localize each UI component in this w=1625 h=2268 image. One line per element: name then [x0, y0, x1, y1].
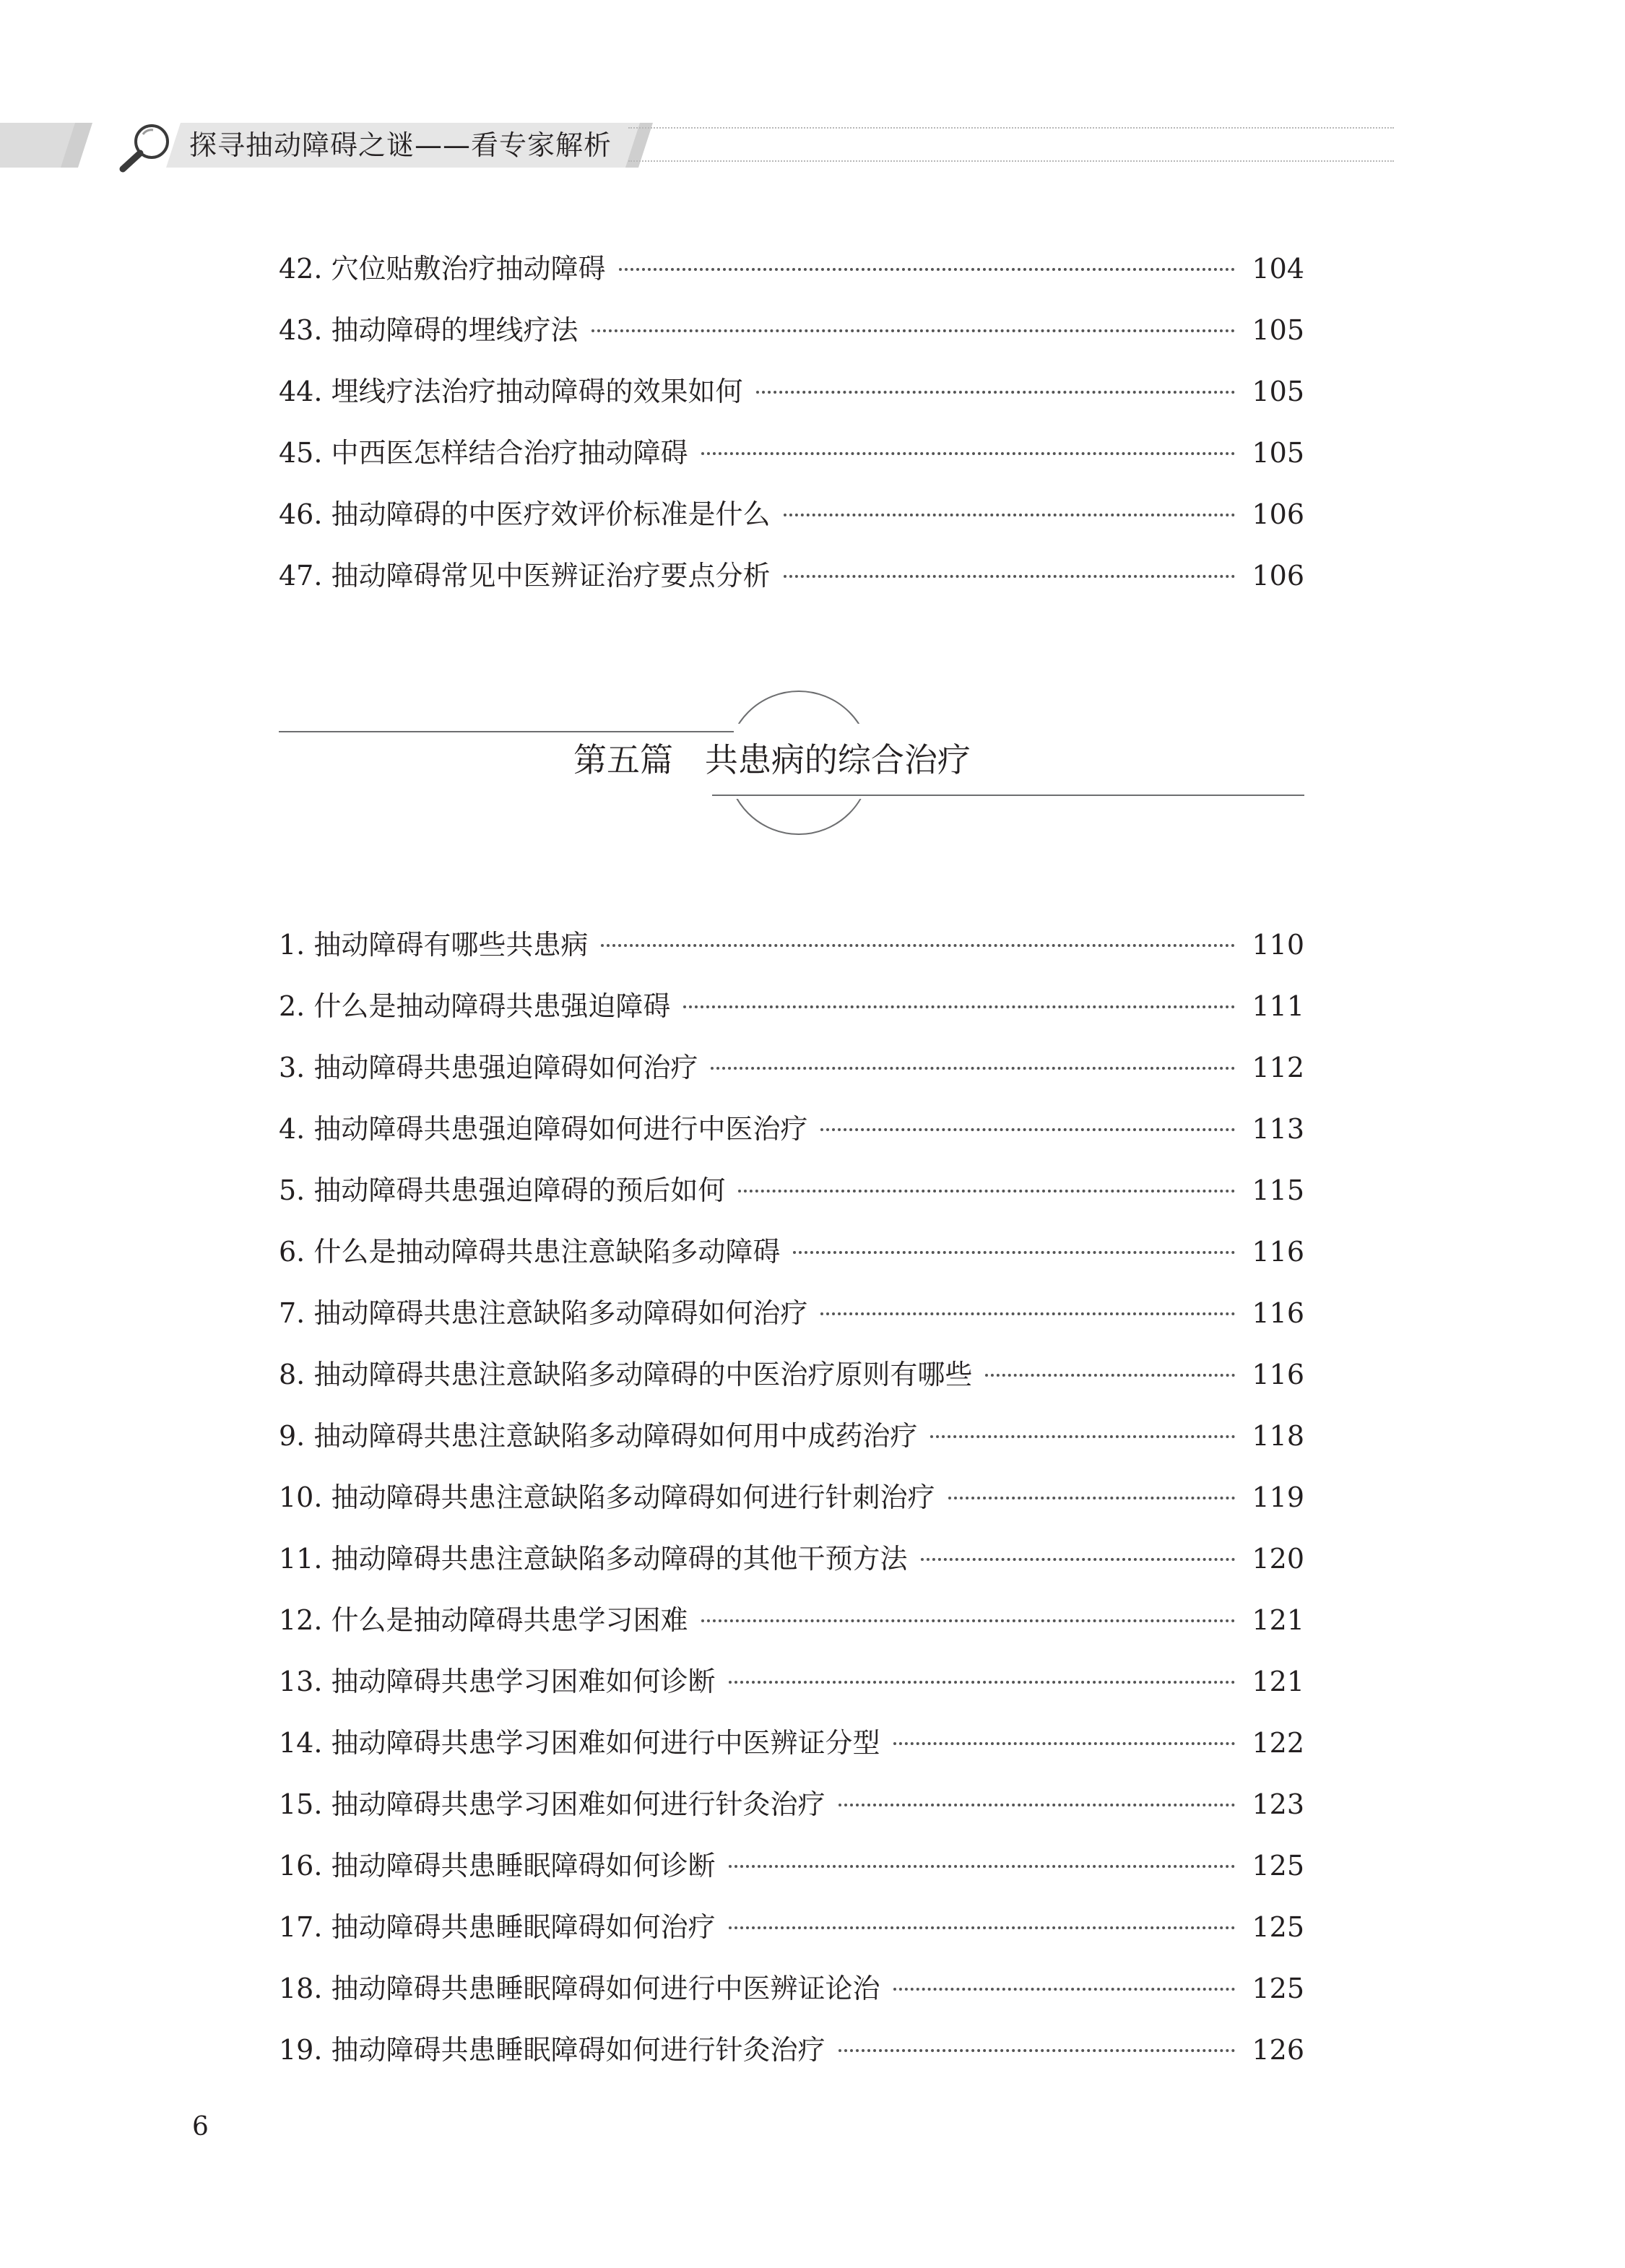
toc-entry-number: 9. [279, 1420, 306, 1452]
toc-dot-leader [921, 1558, 1235, 1561]
toc-entry-page: 115 [1252, 1174, 1304, 1206]
toc-entry[interactable] [279, 1723, 1304, 1784]
toc-entry-text [279, 1416, 917, 1456]
toc-dot-leader [893, 1988, 1235, 1991]
running-header [0, 123, 1394, 168]
toc-entry-title: 抽动障碍共患强迫障碍的预后如何 [313, 1174, 726, 1206]
toc-entry-page: 106 [1252, 560, 1304, 592]
toc-entry-page: 122 [1252, 1727, 1304, 1759]
toc-entry-text [279, 1661, 716, 1702]
toc-entry-number: 13. [279, 1666, 323, 1697]
section-rule-top [279, 731, 734, 732]
toc-entry[interactable] [279, 1661, 1304, 1723]
toc-entry-number: 42. [279, 253, 323, 285]
toc-entry[interactable] [279, 1354, 1304, 1416]
toc-dot-leader [729, 1926, 1235, 1929]
toc-entry-page: 116 [1252, 1236, 1304, 1268]
toc-entry-number: 15. [279, 1788, 323, 1820]
toc-entry-text [279, 1538, 908, 1579]
toc-entry[interactable] [279, 1784, 1304, 1845]
toc-entry-page: 111 [1252, 990, 1304, 1022]
toc-dot-leader [619, 268, 1235, 271]
toc-entry-text [279, 1600, 688, 1640]
toc-entry-text [279, 1784, 826, 1825]
toc-dot-leader [756, 391, 1235, 394]
toc-entry-text [279, 925, 588, 965]
toc-entry-title: 什么是抽动障碍共患注意缺陷多动障碍 [313, 1236, 781, 1268]
toc-entry[interactable] [279, 1232, 1304, 1293]
toc-entry-title: 抽动障碍共患睡眠障碍如何进行针灸治疗 [331, 2034, 826, 2066]
toc-entry-text [279, 1232, 780, 1272]
toc-entry-number: 1. [279, 929, 306, 961]
toc-entry-number: 5. [279, 1174, 306, 1206]
toc-entry-text [279, 248, 606, 289]
toc-entry-page: 121 [1252, 1604, 1304, 1636]
toc-entry[interactable] [279, 1170, 1304, 1232]
toc-entry[interactable] [279, 1047, 1304, 1109]
toc-entry-title: 抽动障碍共患强迫障碍如何进行中医治疗 [313, 1113, 808, 1145]
toc-entry-number: 10. [279, 1481, 323, 1513]
toc-entry[interactable] [279, 986, 1304, 1047]
toc-entry-page: 106 [1252, 498, 1304, 530]
toc-entry-page: 112 [1252, 1052, 1304, 1083]
toc-entry-text [279, 2030, 826, 2070]
toc-entry[interactable] [279, 1907, 1304, 1968]
toc-entry-page: 116 [1252, 1297, 1304, 1329]
toc-entry[interactable] [279, 371, 1304, 433]
toc-dot-leader [701, 1619, 1235, 1622]
toc-entry-title: 抽动障碍共患注意缺陷多动障碍如何进行针刺治疗 [331, 1481, 935, 1513]
toc-entry-number: 4. [279, 1113, 306, 1145]
toc-list-continued [279, 248, 1304, 617]
toc-entry-number: 8. [279, 1359, 306, 1390]
toc-entry-title: 抽动障碍共患学习困难如何进行中医辨证分型 [331, 1727, 880, 1759]
toc-dot-leader [948, 1497, 1235, 1499]
toc-entry-title: 抽动障碍共患注意缺陷多动障碍的其他干预方法 [331, 1543, 908, 1575]
toc-entry-page: 118 [1252, 1420, 1304, 1452]
toc-entry-number: 7. [279, 1297, 306, 1329]
toc-entry-number: 47. [279, 560, 323, 592]
toc-entry-page: 105 [1252, 376, 1304, 407]
toc-entry-title: 抽动障碍常见中医辨证治疗要点分析 [331, 560, 771, 592]
toc-entry-title: 抽动障碍共患注意缺陷多动障碍如何治疗 [313, 1297, 808, 1329]
toc-entry-number: 11. [279, 1543, 323, 1575]
toc-entry[interactable] [279, 1109, 1304, 1170]
toc-dot-leader [784, 514, 1235, 516]
toc-dot-leader [930, 1435, 1235, 1438]
toc-entry-text [279, 1723, 880, 1763]
header-rule-top [628, 127, 1394, 129]
toc-entry-number: 17. [279, 1911, 323, 1943]
toc-entry-number: 19. [279, 2034, 323, 2066]
toc-entry[interactable] [279, 248, 1304, 310]
toc-entry-title: 抽动障碍共患注意缺陷多动障碍的中医治疗原则有哪些 [313, 1359, 973, 1390]
toc-entry-title: 埋线疗法治疗抽动障碍的效果如何 [331, 376, 743, 407]
toc-dot-leader [683, 1005, 1235, 1008]
toc-entry-text [279, 1170, 725, 1211]
toc-dot-leader [701, 452, 1235, 455]
toc-entry[interactable] [279, 1416, 1304, 1477]
toc-dot-leader [601, 944, 1235, 947]
toc-entry-page: 120 [1252, 1543, 1304, 1575]
toc-dot-leader [592, 329, 1235, 332]
toc-entry-number: 45. [279, 437, 323, 469]
toc-entry-text [279, 433, 688, 473]
toc-entry-text [279, 371, 743, 412]
toc-entry-page: 116 [1252, 1359, 1304, 1390]
toc-entry-page: 125 [1252, 1911, 1304, 1943]
toc-entry-title: 抽动障碍共患睡眠障碍如何治疗 [331, 1911, 716, 1943]
section-name: 共患病的综合治疗 [704, 740, 971, 779]
toc-entry-text [279, 1047, 698, 1088]
toc-entry-title: 抽动障碍共患睡眠障碍如何诊断 [331, 1850, 716, 1882]
section-rule-bottom [712, 795, 1304, 796]
toc-entry[interactable] [279, 925, 1304, 986]
toc-entry-title: 抽动障碍共患强迫障碍如何治疗 [313, 1052, 698, 1083]
toc-dot-leader [838, 2049, 1235, 2052]
toc-entry[interactable] [279, 1293, 1304, 1354]
toc-entry-page: 105 [1252, 437, 1304, 469]
toc-entry[interactable] [279, 1600, 1304, 1661]
toc-entry-text [279, 1907, 716, 1947]
section-heading [279, 679, 1304, 852]
toc-entry-number: 18. [279, 1973, 323, 2004]
section-label: 第五篇 [573, 740, 673, 779]
toc-entry-title: 什么是抽动障碍共患学习困难 [331, 1604, 688, 1636]
toc-entry-number: 16. [279, 1850, 323, 1882]
toc-entry-title: 什么是抽动障碍共患强迫障碍 [313, 990, 671, 1022]
toc-entry-title: 抽动障碍共患睡眠障碍如何进行中医辨证论治 [331, 1973, 880, 2004]
section-title [573, 737, 971, 783]
toc-entry-number: 14. [279, 1727, 323, 1759]
toc-dot-leader [738, 1190, 1235, 1193]
toc-entry-text [279, 1845, 716, 1886]
toc-entry-page: 119 [1252, 1481, 1304, 1513]
toc-entry[interactable] [279, 2030, 1304, 2091]
page-number: 6 [192, 2112, 209, 2142]
toc-entry-title: 抽动障碍共患学习困难如何进行针灸治疗 [331, 1788, 826, 1820]
toc-entry-page: 110 [1252, 929, 1304, 961]
toc-entry[interactable] [279, 1968, 1304, 2030]
toc-dot-leader [784, 575, 1235, 578]
toc-dot-leader [711, 1067, 1235, 1070]
toc-entry-page: 126 [1252, 2034, 1304, 2066]
toc-entry-number: 6. [279, 1236, 306, 1268]
toc-dot-leader [729, 1865, 1235, 1868]
toc-entry-text [279, 1968, 880, 2009]
magnifier-icon [116, 120, 176, 175]
toc-dot-leader [793, 1251, 1235, 1254]
toc-dot-leader [893, 1742, 1235, 1745]
toc-dot-leader [729, 1681, 1235, 1684]
toc-entry-text [279, 310, 578, 350]
toc-dot-leader [820, 1312, 1235, 1315]
toc-entry-number: 44. [279, 376, 323, 407]
toc-entry[interactable] [279, 555, 1304, 617]
toc-entry-number: 2. [279, 990, 306, 1022]
toc-entry[interactable] [279, 494, 1304, 555]
toc-entry-page: 113 [1252, 1113, 1304, 1145]
toc-entry-title: 抽动障碍共患学习困难如何诊断 [331, 1666, 716, 1697]
toc-dot-leader [838, 1804, 1235, 1806]
toc-dot-leader [820, 1128, 1235, 1131]
toc-entry-page: 104 [1252, 253, 1304, 285]
toc-entry-text [279, 555, 771, 596]
toc-entry-text [279, 1477, 935, 1518]
header-rule-bottom [628, 160, 1394, 162]
toc-entry-number: 12. [279, 1604, 323, 1636]
toc-entry[interactable] [279, 310, 1304, 371]
toc-entry-title: 抽动障碍有哪些共患病 [313, 929, 589, 961]
header-title: 探寻抽动障碍之谜——看专家解析 [189, 129, 612, 161]
toc-entry-page: 125 [1252, 1850, 1304, 1882]
toc-list-section [279, 925, 1304, 2091]
toc-entry-text [279, 986, 670, 1026]
toc-entry[interactable] [279, 433, 1304, 494]
toc-entry-text [279, 1354, 972, 1395]
toc-entry-number: 3. [279, 1052, 306, 1083]
toc-entry-text [279, 1293, 807, 1333]
toc-entry-page: 121 [1252, 1666, 1304, 1697]
toc-entry-title: 抽动障碍的埋线疗法 [331, 314, 578, 346]
toc-entry-title: 抽动障碍共患注意缺陷多动障碍如何用中成药治疗 [313, 1420, 918, 1452]
toc-entry-page: 105 [1252, 314, 1304, 346]
toc-entry-title: 抽动障碍的中医疗效评价标准是什么 [331, 498, 771, 530]
toc-entry-number: 46. [279, 498, 323, 530]
toc-entry-text [279, 1109, 807, 1149]
toc-dot-leader [985, 1374, 1235, 1377]
toc-entry[interactable] [279, 1845, 1304, 1907]
toc-entry[interactable] [279, 1538, 1304, 1600]
toc-entry[interactable] [279, 1477, 1304, 1538]
toc-entry-page: 123 [1252, 1788, 1304, 1820]
toc-entry-page: 125 [1252, 1973, 1304, 2004]
toc-entry-title: 穴位贴敷治疗抽动障碍 [331, 253, 606, 285]
toc-entry-number: 43. [279, 314, 323, 346]
toc-entry-title: 中西医怎样结合治疗抽动障碍 [331, 437, 688, 469]
toc-entry-text [279, 494, 771, 534]
